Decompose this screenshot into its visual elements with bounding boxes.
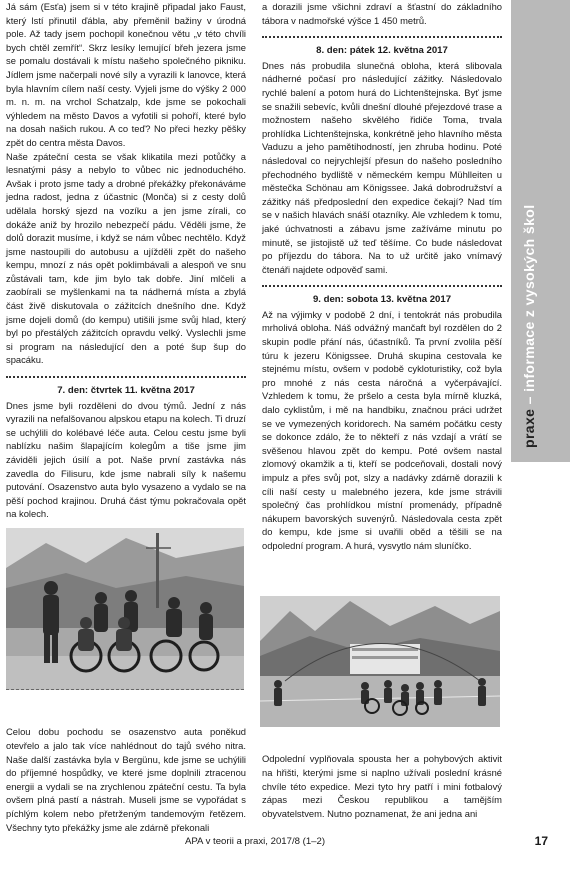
left-paragraph-3: Dnes jsme byli rozděleni do dvou týmů. Jední z nás vyrazili na nefalšovanou alpskou etapu na kolech. Ti druzí se uchýlili do kolébavé léče auta. Celou cestu jsme byli nablízku našim šlapajícím kolegům a tiše jsme jim záviděli jejich úsilí a pot. Naše první zastávka nás zavedla do Filisuru, kde jsme nabrali síly k našemu putování. Osazenstvo auta bylo vysazeno a vydalo se na pěší pochod krajinou. Druhá část týmu pokračovala opět na kolech. bbox=[6, 399, 246, 520]
day8-heading: 8. den: pátek 12. května 2017 bbox=[316, 45, 448, 57]
right-paragraph-3: Až na výjimky v podobě 2 dní, i tentokrát nás probudila mrholivá obloha. Náš odvážný mančaft byl rozdělen do 2 skupin podle přání nás, účastníků. Ta první zvolila pěší túru k jezeru Königssee. Druhá skupina cestovala ke stejnému místu, ovšem v podobě cykloturistiky, což byla pro mnohé z nás cesta náročná a vyčerpávající. Vzhledem k tomu, že pršelo a cesta byla mírně kluzká, dalo cyklistům, i mě na handbiku, značnou práci udržet se ve vymezených koridorech. Na samém počátku cesty se dokonce zdálo, že to někteří z nás vzdají a vrátí se svěšenou hlavou zpět do kempu. Poté ovšem nastal zlomový okamžik a ti, kteří se podceňovali, dostali nový impulz a přes svůj pot, slzy a nadávky zdárně dorazili k cíli naší cesty u malebného jezera, kde jsme strávili společný čas prohlídkou místní promenády, případně nákupem bavorských suvenýrů. Následovala cesta zpět do kempu, kde jsme si uvařili oběd a těšili se na odpolední program. A hurá, vysvytlo nám sluníčko. bbox=[262, 308, 502, 551]
left-paragraph-2: Naše zpáteční cesta se však klikatila mezi potůčky a lesnatými pásy a nebylo to vůbec nic jednoduchého. Avšak i proto jsme tady a drobné překážky překonáváme jedna radost, jedna z účastnic (Monča) si z cesty dolů udělala horský sjezd na vozíku a jen jsme zírali, co dokáže aniž by hrozilo nebezpečí pádu. Věděli jsme, že dolů dorazit musíme, i když se nám vůbec nechtělo. Když jsme nastoupili do autobusu a ujížděli zpět do našeho kempu, mnozí z nás opět poklimbávali a alespoň ve snu zůstávali tam, kde jim bylo tak dobře. Jiní mlčeli a zaobírali se myšlenkami na ta nádherná místa a zbylá část živě diskutovala o zážitcích dnešního dne. Když jsme dojeli domů (do kempu) utišili jsme svůj hlad, který byl po přestálých zážitcích opravdu velký. Vyslechli jsme si program na následující den a poté šup šup do spacáku. bbox=[6, 150, 246, 366]
day7-heading: 7. den: čtvrtek 11. května 2017 bbox=[57, 385, 195, 397]
section-sidebar bbox=[511, 0, 570, 462]
right-paragraph-1: a dorazili jsme všichni zdraví a šťastní do základního tábora v nadmořské výšce 1 450 metrů. bbox=[262, 1, 502, 26]
section-divider bbox=[6, 376, 246, 378]
group-photo-mountains bbox=[6, 528, 244, 690]
section-divider bbox=[262, 36, 502, 38]
sidebar-section-strong: praxe bbox=[521, 408, 537, 448]
journal-citation: APA v teorii a praxi, 2017/8 (1–2) bbox=[184, 836, 326, 847]
right-column-continued bbox=[262, 743, 502, 830]
right-column bbox=[262, 0, 502, 553]
section-divider bbox=[262, 285, 502, 287]
sidebar-section-rest: – informace z vysokých škol bbox=[521, 204, 537, 409]
left-column bbox=[6, 0, 246, 521]
page-number: 17 bbox=[534, 834, 548, 848]
left-paragraph-4: Celou dobu pochodu se osazenstvo auta poněkud otevřelo a jalo tak více nahlédnout do tajů svého nitra. Naše další zastávka byla v Bergünu, kde jsme se uchýlili do příjemné hospůdky, ve které jsme doplnili ztracenou energii a vydali se na zrychlenou zpáteční cestu. Ta byla ovšem plná pastí a nástrah. Museli jsme se vypořádat s píchlým kolem nebo přetrženým tandemovým řetězem. Všechny tyto překážky jsme ale zdárně překonali bbox=[6, 726, 246, 833]
right-paragraph-2: Dnes nás probudila slunečná obloha, která slibovala nádherné počasí pro následující zážitky. Následovalo rychlé balení a potom hurá do Lichtenštejnska. Byť jsme se snažili sebevíc, kvůli dnešní dlouhé přejezdové trase a možnostem našeho skvělého řidiče Toma, trvala prohlídka Lichtenštejnska, konkrétně jeho hlavního města Vaduzu a jeho pamětihodností, jen zhruba hodinu. Poté následoval co nejrychlejší přesun do našeho posledního přechodného bydliště v německém kempu Mühlleiten u městečka Schönau am Königssee. Jaká dobrodružství a zážitky náš předposlední den expedice čekají? Nad tím se v našich hlavách snáší otazníky. Ale vzhledem k tomu, jaké úchvatnosti a zábavu jsme zažíváme minutu po minutě, se jistojistě už teď těšíme. Co bude následovat po příjezdu do tábora. Na to už určitě jako vnímavý čtenáři najdete odpověď sami. bbox=[262, 59, 502, 275]
playground-games-photo bbox=[260, 596, 500, 727]
photo-border bbox=[6, 528, 244, 690]
right-paragraph-4: Odpolední vyplňovala spousta her a pohybových aktivit na hřišti, kterými jsme si naplno užívali poslední krásné chvíle této expedice. Mezi tyto hry patří i mini fotbalový zápas mezi Českou republikou a tamějším obyvatelstvem. Nutno poznamenat, že ani jedna ani bbox=[262, 753, 502, 819]
day9-heading: 9. den: sobota 13. května 2017 bbox=[312, 294, 452, 306]
playground-photo-illustration bbox=[260, 596, 500, 727]
sidebar-section-label bbox=[521, 8, 537, 448]
left-column-continued bbox=[6, 716, 246, 844]
left-paragraph-1: Já sám (Esťa) jsem si v této krajině připadal jako Faust, který lstí přinutil ďábla, aby přeměnil bažiny v úrodná pole. Až tady jsem pochopil konečnou větu „v této chvíli bych chtěl zemřít“. Skrz lesíky lemující břeh jezera jsme se pomalu dostávali k místu našeho společného pikniku. Jídlem jsme načerpali nové síly a vyrazili k lanovce, která byla hlavním cílem naší cesty. Vyjeli jsme do výšky 2 000 m. n. m. na vrchol Schatzalp, kde jsme se pokochali výhledem na město Davos a vyfotili si pohoří, které bylo na dosah našich rukou. A co teď? No přeci hezky pěšky zpět do centra města Davos. bbox=[6, 1, 246, 148]
